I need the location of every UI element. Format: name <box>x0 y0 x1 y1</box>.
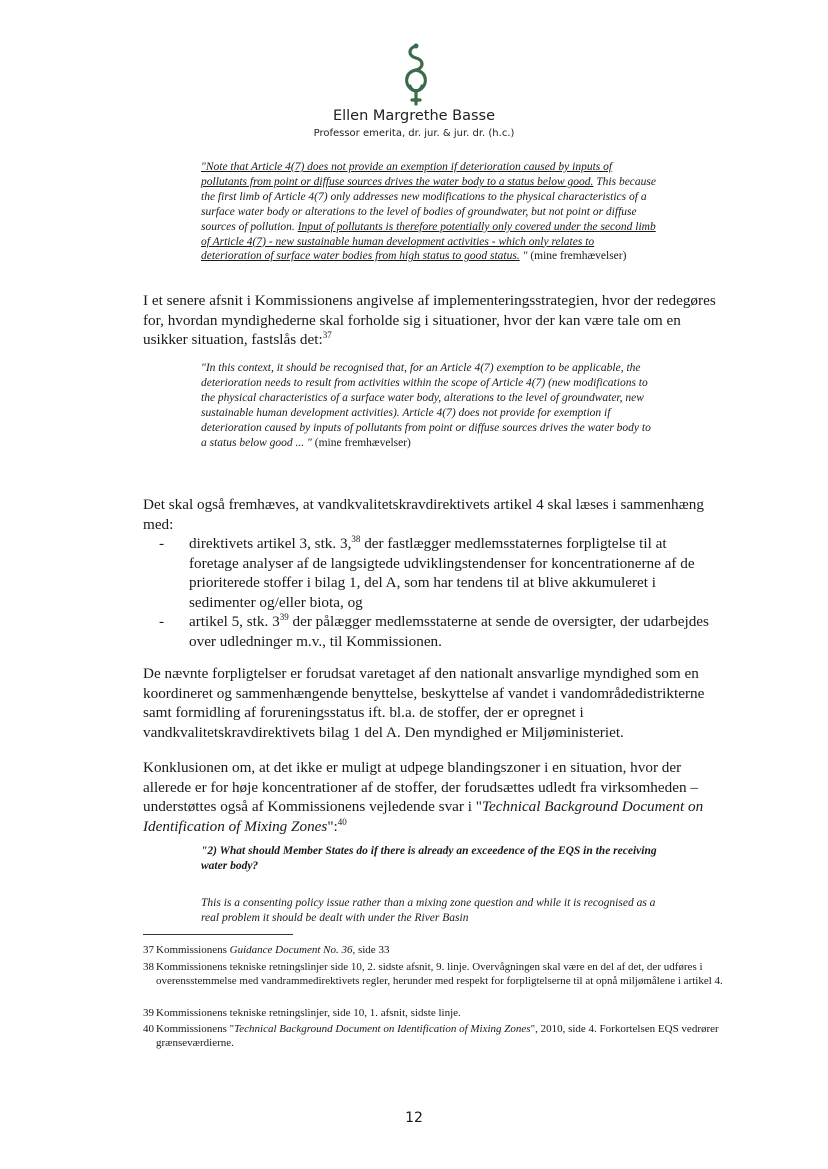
footnote: 37 Kommissionens Guidance Document No. 36, side 33 <box>143 944 390 956</box>
paragraph-2: Det skal også fremhæves, at vandkvalitetskravdirektivets artikel 4 skal læses i sammenhæng med: <box>143 496 704 533</box>
footnote: 40 Kommissionens "Technical Background Document on Identification of Mixing Zones", 2010, side 4. Forkortelsen EQS vedrører grænseværdierne. <box>143 1023 719 1050</box>
footnote-number: 40 <box>143 1023 154 1035</box>
quote-1-underlined-a: "Note that Article 4(7) does not provide an exemption if deterioration caused by inputs of pollutants from point or diffuse sources drives the water body to a status below good. <box>201 161 613 188</box>
quote-1-note: (mine fremhævelser) <box>530 250 627 263</box>
quote-2-note: (mine fremhævelser) <box>314 436 411 449</box>
footnote-number: 38 <box>143 961 154 973</box>
list-item: - artikel 5, stk. $3^{39}$ der pålægger medlemsstaterne at sende de oversigter, der udarbejdes over udledninger m.v., til Kommissionen. <box>159 611 709 650</box>
quote-block-2 <box>201 361 657 450</box>
author-title: Professor emerita, dr. jur. & jur. dr. (h.c.) <box>313 128 515 139</box>
quote-2-text: "In this context, it should be recognised that, for an Article 4(7) exemption to be applicable, the deterioration needs to result from activities within the scope of Article 4(7) (new modifications to the physical characteristics of a surface water body, alterations to the level of groundwater, new sustainable human development activities). Article 4(7) does not provide for exemption if deterioration caused by inputs of pollutants from point or diffuse sources drives the water body to a status below good ... " <box>201 362 651 449</box>
author-logo-emblem <box>396 42 436 108</box>
paragraph-1: I et senere afsnit i Kommissionens angivelse af implementeringsstrategien, hvor der redegøres for, hvordan myndighederne skal forholde sig i situationer, hvor der kan være tale om en usikker situation, fastslås det:$^{37}$ <box>143 292 716 349</box>
page-number: 12 <box>405 1110 423 1126</box>
footnote-divider <box>143 934 293 935</box>
footnote-ref-39: 39 <box>279 611 289 622</box>
footnote-ref-40: 40 <box>337 816 347 827</box>
quote-block-1 <box>201 160 657 264</box>
author-name: Ellen Margrethe Basse <box>332 108 496 124</box>
footnote-number: 39 <box>143 1007 154 1019</box>
footnote-ref-37: 37 <box>322 330 332 341</box>
footnote-number: 37 <box>143 944 154 956</box>
paragraph-3: De nævnte forpligtelser er forudsat varetaget af den nationalt ansvarlige myndighed som en koordineret og sammenhængende benyttelse, beskyttelse af vandet i vandområdedistrikterne samt formidling af forureningsstatus ift. bl.a. de stoffer, der er opregnet i vandkvalitetskravdirektivets bilag 1 del A. Den myndighed er Miljøministeriet. <box>143 665 705 741</box>
footnote-ref-38: 38 <box>351 533 361 544</box>
quote-3-text: This is a consenting policy issue rather than a mixing zone question and while it is recognised as a real problem it should be dealt with under the River Basin <box>201 897 656 924</box>
list-dash: - <box>159 613 165 630</box>
quote-1-text: This because the first limb of Article 4(7) only addresses new modifications to the physical characteristics of a surface water body or alterations to the level of bodies of groundwater, but not point or diffuse sources of pollution. <box>201 175 656 233</box>
footnote: 39 Kommissionens tekniske retningslinjer, side 10, 1. afsnit, sidste linje. <box>143 1007 461 1019</box>
footnote: 38 Kommissionens tekniske retningslinjer side 10, 2. sidste afsnit, 9. linje. Overvågningen skal være en del af det, der udføres i overensstemmelse med vandrammedirektivets regler, herunder med respekt for forpligtelserne til at opnå miljømålene i artikel 4. <box>143 961 723 988</box>
quote-3-heading: "2) What should Member States do if there is already an exceedence of the EQS in the receiving water body? <box>201 845 657 872</box>
list-dash: - <box>159 535 165 552</box>
paragraph-4: Konklusionen om, at det ikke er muligt at udpege blandingszoner i en situation, hvor der allerede er for høje koncentrationer af de stoffer, der forudsættes udledt fra virksomheden – understøttes også af Kommissionens vejledende svar i "Technical Background Document on Identification of Mixing Zones":$^{40}$ <box>143 759 704 835</box>
list-item: - direktivets artikel 3, stk. 3,38 der fastlægger medlemsstaternes forpligtelse til at foretage analyser af de langsigtede udviklingstendenser for koncentrationerne af de prioriterede stoffer i bilag 1, del A, som har tendens til at blive akkumuleret i sedimenter og/eller biota, og <box>159 533 695 611</box>
quote-1-close: " <box>519 250 531 263</box>
quote-1-underlined-b: Input of pollutants is therefore potentially only covered under the second limb of Article 4(7) - new sustainable human development activities - which only relates to deterioration of surface water bodies from high status to good status. <box>201 220 656 263</box>
